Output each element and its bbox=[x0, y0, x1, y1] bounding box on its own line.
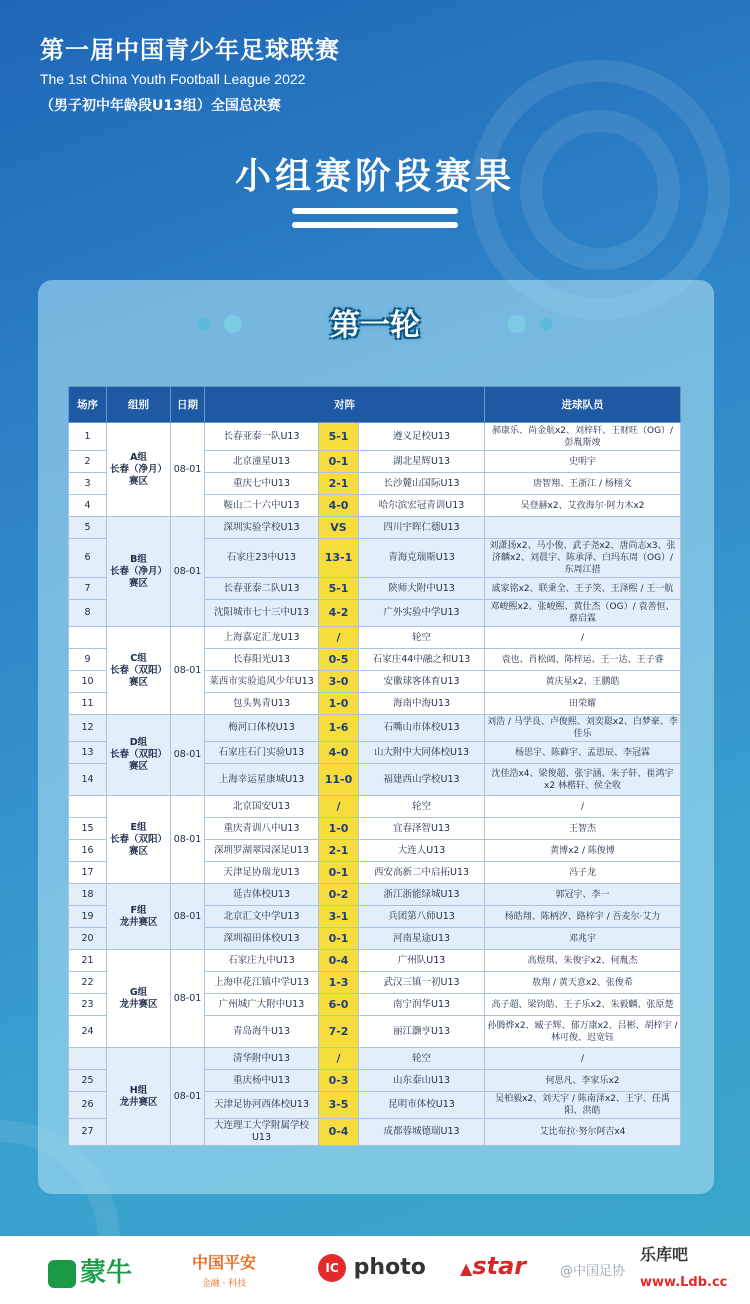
away-team: 广州队U13 bbox=[359, 950, 485, 972]
home-team: 大连理工大学附属学校U13 bbox=[205, 1119, 319, 1146]
match-no: 14 bbox=[69, 764, 107, 796]
goal-scorers: 孙腾烨x2、臧子辉、郁万康x2、吕彬、胡梓宇 / 林可俊、迟宽钰 bbox=[485, 1016, 681, 1048]
away-team: 南宁润华U13 bbox=[359, 994, 485, 1016]
match-score: / bbox=[319, 627, 359, 649]
away-team: 安徽球客体育U13 bbox=[359, 671, 485, 693]
title-underline bbox=[292, 222, 458, 228]
match-no: 9 bbox=[69, 649, 107, 671]
match-no: 4 bbox=[69, 495, 107, 517]
match-date: 08-01 bbox=[171, 950, 205, 1048]
away-team: 西安高新二中启拓U13 bbox=[359, 862, 485, 884]
match-date: 08-01 bbox=[171, 796, 205, 884]
match-date: 08-01 bbox=[171, 715, 205, 796]
away-team: 海南中海U13 bbox=[359, 693, 485, 715]
table-row bbox=[69, 423, 681, 451]
home-team: 深圳实验学校U13 bbox=[205, 517, 319, 539]
goal-scorers: 黄庆星x2、王鹏皓 bbox=[485, 671, 681, 693]
goal-scorers: 高煜琪、朱俊宇x2、何胤杰 bbox=[485, 950, 681, 972]
home-team: 鞍山二十六中U13 bbox=[205, 495, 319, 517]
away-team: 浙江浙能绿城U13 bbox=[359, 884, 485, 906]
match-score: 4-2 bbox=[319, 600, 359, 627]
group-name: C组 长春（双阳） 赛区 bbox=[107, 627, 171, 715]
title-underline bbox=[292, 208, 458, 214]
goal-scorers: 唐智翔、王浙江 / 杨栩文 bbox=[485, 473, 681, 495]
away-team: 山东泰山U13 bbox=[359, 1070, 485, 1092]
match-date: 08-01 bbox=[171, 517, 205, 627]
match-score: 4-0 bbox=[319, 742, 359, 764]
goal-scorers: 田荣耀 bbox=[485, 693, 681, 715]
sponsor-icphoto: IC photo bbox=[318, 1254, 426, 1282]
away-team: 轮空 bbox=[359, 627, 485, 649]
goal-scorers: 刘潇扬x2、马小俊、武子尧x2、唐尚志x3、张济麟x2、刘晨宇、陈承泽、白玛东周（OG）/ 东周江措 bbox=[485, 539, 681, 578]
match-no: 23 bbox=[69, 994, 107, 1016]
col-header-scorers: 进球队员 bbox=[485, 387, 681, 423]
group-name: D组 长春（双阳） 赛区 bbox=[107, 715, 171, 796]
results-table bbox=[68, 386, 681, 1146]
match-date: 08-01 bbox=[171, 627, 205, 715]
home-team: 长春亚泰二队U13 bbox=[205, 578, 319, 600]
goal-scorers: 郭冠宇、李一 bbox=[485, 884, 681, 906]
home-team: 北京国安U13 bbox=[205, 796, 319, 818]
match-no: 22 bbox=[69, 972, 107, 994]
home-team: 延吉体校U13 bbox=[205, 884, 319, 906]
goal-scorers: 吴柏毅x2、刘天宇 / 陈南泽x2、王宇、任禹阳、洪皓 bbox=[485, 1092, 681, 1119]
match-date: 08-01 bbox=[171, 1048, 205, 1146]
away-team: 长沙麓山国际U13 bbox=[359, 473, 485, 495]
group-name: H组 龙井赛区 bbox=[107, 1048, 171, 1146]
home-team: 重庆杨中U13 bbox=[205, 1070, 319, 1092]
col-header-match: 对阵 bbox=[205, 387, 485, 423]
home-team: 长春阳光U13 bbox=[205, 649, 319, 671]
goal-scorers: / bbox=[485, 1048, 681, 1070]
match-no: 3 bbox=[69, 473, 107, 495]
sponsor-pingan: 中国平安 金融 · 科技 bbox=[192, 1253, 257, 1289]
home-team: 长春亚泰一队U13 bbox=[205, 423, 319, 451]
weibo-watermark: @中国足协 bbox=[560, 1264, 626, 1279]
home-team: 石家庄九中U13 bbox=[205, 950, 319, 972]
home-team: 上海幸运星康城U13 bbox=[205, 764, 319, 796]
goal-scorers: 沈佳浩x4、梁俊超、张宇涵、朱子轩、崔鸿宇x2 林楷轩、侯全收 bbox=[485, 764, 681, 796]
match-score: 1-0 bbox=[319, 818, 359, 840]
table-row bbox=[69, 627, 681, 649]
match-score: 0-2 bbox=[319, 884, 359, 906]
home-team: 包头隽青U13 bbox=[205, 693, 319, 715]
table-row bbox=[69, 517, 681, 539]
match-score: 0-1 bbox=[319, 862, 359, 884]
goal-scorers: 杨思宇、陈藓宇、孟思辰、李冠霖 bbox=[485, 742, 681, 764]
league-title: 第一届中国青少年足球联赛 bbox=[40, 36, 340, 64]
match-no: 17 bbox=[69, 862, 107, 884]
goal-scorers: 史明宇 bbox=[485, 451, 681, 473]
match-score: 1-3 bbox=[319, 972, 359, 994]
home-team: 广州城广大附中U13 bbox=[205, 994, 319, 1016]
away-team: 石家庄44中融之和U13 bbox=[359, 649, 485, 671]
site-watermark: 乐库吧 www.Ldb.cc bbox=[640, 1245, 728, 1290]
match-no: 24 bbox=[69, 1016, 107, 1048]
match-no: 2 bbox=[69, 451, 107, 473]
table-row bbox=[69, 715, 681, 742]
goal-scorers: / bbox=[485, 627, 681, 649]
table-row bbox=[69, 796, 681, 818]
match-no: 11 bbox=[69, 693, 107, 715]
home-team: 石家庄23中U13 bbox=[205, 539, 319, 578]
home-team: 梅河口体校U13 bbox=[205, 715, 319, 742]
goal-scorers: 何思凡、李家乐x2 bbox=[485, 1070, 681, 1092]
match-score: 13-1 bbox=[319, 539, 359, 578]
table-row bbox=[69, 1048, 681, 1070]
match-no: 15 bbox=[69, 818, 107, 840]
away-team: 哈尔滨宏冠青训U13 bbox=[359, 495, 485, 517]
match-score: 1-0 bbox=[319, 693, 359, 715]
home-team: 深圳福田体校U13 bbox=[205, 928, 319, 950]
away-team: 广外实验中学U13 bbox=[359, 600, 485, 627]
match-score: 0-4 bbox=[319, 950, 359, 972]
col-header-no: 场序 bbox=[69, 387, 107, 423]
goal-scorers: 郝康乐、尚金航x2、刘梓轩、王财旺（OG）/ 彭胤斯竣 bbox=[485, 423, 681, 451]
goal-scorers: 戚家铭x2、联秉全、王子笑、王泽熙 / 王一航 bbox=[485, 578, 681, 600]
home-team: 石家庄石门实验U13 bbox=[205, 742, 319, 764]
goal-scorers: 袁也、肖松阔、陈梓运、王一达、王子睿 bbox=[485, 649, 681, 671]
match-score: 2-1 bbox=[319, 840, 359, 862]
match-score: 5-1 bbox=[319, 578, 359, 600]
goal-scorers: 高子超、梁钧皓、王子乐x2、朱毅麟、张原楚 bbox=[485, 994, 681, 1016]
group-name: A组 长春（净月） 赛区 bbox=[107, 423, 171, 517]
goal-scorers: 刘浩 / 马学良、卢俊熙、刘奕聪x2、白梦豪、李佳乐 bbox=[485, 715, 681, 742]
home-team: 天津足协河西体校U13 bbox=[205, 1092, 319, 1119]
page-title: 小组赛阶段赛果 bbox=[234, 156, 515, 197]
goal-scorers bbox=[485, 517, 681, 539]
away-team: 石嘴山市体校U13 bbox=[359, 715, 485, 742]
group-name: F组 龙井赛区 bbox=[107, 884, 171, 950]
away-team: 四川宇晖仁德U13 bbox=[359, 517, 485, 539]
match-score: 2-1 bbox=[319, 473, 359, 495]
home-team: 重庆七中U13 bbox=[205, 473, 319, 495]
home-team: 清华附中U13 bbox=[205, 1048, 319, 1070]
match-no: 27 bbox=[69, 1119, 107, 1146]
col-header-group: 组别 bbox=[107, 387, 171, 423]
home-team: 上海嘉定汇龙U13 bbox=[205, 627, 319, 649]
home-team: 天津足协瑞龙U13 bbox=[205, 862, 319, 884]
icphoto-logo-icon: IC bbox=[318, 1254, 346, 1282]
match-score: 1-6 bbox=[319, 715, 359, 742]
away-team: 青海克瑞斯U13 bbox=[359, 539, 485, 578]
match-no: 19 bbox=[69, 906, 107, 928]
match-no: 21 bbox=[69, 950, 107, 972]
home-team: 北京潼星U13 bbox=[205, 451, 319, 473]
away-team: 丽江灏亨U13 bbox=[359, 1016, 485, 1048]
match-score: 0-4 bbox=[319, 1119, 359, 1146]
match-score: 6-0 bbox=[319, 994, 359, 1016]
away-team: 山大附中大同体校U13 bbox=[359, 742, 485, 764]
match-no: 8 bbox=[69, 600, 107, 627]
sponsor-mengniu: 蒙牛 bbox=[48, 1252, 132, 1289]
away-team: 昆明市体校U13 bbox=[359, 1092, 485, 1119]
goal-scorers: 黄博x2 / 陈俊博 bbox=[485, 840, 681, 862]
away-team: 遵义足校U13 bbox=[359, 423, 485, 451]
match-score: / bbox=[319, 796, 359, 818]
mengniu-logo-icon bbox=[48, 1260, 76, 1288]
away-team: 武汉三镇一初U13 bbox=[359, 972, 485, 994]
match-score: 5-1 bbox=[319, 423, 359, 451]
match-no: 20 bbox=[69, 928, 107, 950]
match-score: 11-0 bbox=[319, 764, 359, 796]
goal-scorers: 邓峻熙x2、张峻熙、黄仕杰（OG）/ 袁善恒、蔡启霖 bbox=[485, 600, 681, 627]
match-no bbox=[69, 1048, 107, 1070]
match-no: 25 bbox=[69, 1070, 107, 1092]
away-team: 宜春泽智U13 bbox=[359, 818, 485, 840]
match-no: 26 bbox=[69, 1092, 107, 1119]
home-team: 沈阳城市七十三中U13 bbox=[205, 600, 319, 627]
sponsor-star: ▲star bbox=[460, 1252, 527, 1280]
home-team: 深圳罗湖翠园深足U13 bbox=[205, 840, 319, 862]
match-no: 6 bbox=[69, 539, 107, 578]
match-no: 18 bbox=[69, 884, 107, 906]
match-no: 5 bbox=[69, 517, 107, 539]
match-score: 0-3 bbox=[319, 1070, 359, 1092]
goal-scorers: / bbox=[485, 796, 681, 818]
match-no: 13 bbox=[69, 742, 107, 764]
away-team: 兵团第八师U13 bbox=[359, 906, 485, 928]
match-score: 4-0 bbox=[319, 495, 359, 517]
away-team: 福建西山学校U13 bbox=[359, 764, 485, 796]
match-score: 3-1 bbox=[319, 906, 359, 928]
match-no: 10 bbox=[69, 671, 107, 693]
table-row bbox=[69, 950, 681, 972]
col-header-date: 日期 bbox=[171, 387, 205, 423]
goal-scorers: 敖翔 / 黄天意x2、张俊希 bbox=[485, 972, 681, 994]
home-team: 莱西市实验追风少年U13 bbox=[205, 671, 319, 693]
match-no: 16 bbox=[69, 840, 107, 862]
away-team: 河南星途U13 bbox=[359, 928, 485, 950]
match-score: 3-5 bbox=[319, 1092, 359, 1119]
away-team: 大连人U13 bbox=[359, 840, 485, 862]
match-score: / bbox=[319, 1048, 359, 1070]
header bbox=[40, 30, 340, 115]
goal-scorers: 邓兆宇 bbox=[485, 928, 681, 950]
match-no: 7 bbox=[69, 578, 107, 600]
match-date: 08-01 bbox=[171, 884, 205, 950]
away-team: 轮空 bbox=[359, 1048, 485, 1070]
round-title: 第一轮 bbox=[330, 308, 420, 343]
sponsor-bar bbox=[0, 1236, 750, 1304]
match-no: 12 bbox=[69, 715, 107, 742]
group-name: E组 长春（双阳） 赛区 bbox=[107, 796, 171, 884]
table-row bbox=[69, 884, 681, 906]
group-name: B组 长春（净月） 赛区 bbox=[107, 517, 171, 627]
away-team: 陕师大附中U13 bbox=[359, 578, 485, 600]
league-subtitle: The 1st China Youth Football League 2022 bbox=[40, 71, 306, 87]
match-no: 1 bbox=[69, 423, 107, 451]
away-team: 湖北星辉U13 bbox=[359, 451, 485, 473]
goal-scorers: 王智杰 bbox=[485, 818, 681, 840]
home-team: 北京汇文中学U13 bbox=[205, 906, 319, 928]
table-header-row bbox=[69, 387, 681, 423]
home-team: 上海申花江镇中学U13 bbox=[205, 972, 319, 994]
match-date: 08-01 bbox=[171, 423, 205, 517]
match-score: 7-2 bbox=[319, 1016, 359, 1048]
goal-scorers: 艾比布拉·努尔阿吉x4 bbox=[485, 1119, 681, 1146]
home-team: 青岛海牛U13 bbox=[205, 1016, 319, 1048]
match-score: VS bbox=[319, 517, 359, 539]
away-team: 成都蓉城德瑞U13 bbox=[359, 1119, 485, 1146]
match-score: 3-0 bbox=[319, 671, 359, 693]
match-score: 0-5 bbox=[319, 649, 359, 671]
league-category: （男子初中年龄段U13组）全国总决赛 bbox=[40, 98, 281, 114]
match-score: 0-1 bbox=[319, 928, 359, 950]
away-team: 轮空 bbox=[359, 796, 485, 818]
match-score: 0-1 bbox=[319, 451, 359, 473]
goal-scorers: 杨皓翔、陈柄汐、路梓宇 / 吾麦尔·艾力 bbox=[485, 906, 681, 928]
match-no bbox=[69, 627, 107, 649]
star-logo-icon: ▲ bbox=[460, 1259, 473, 1278]
goal-scorers: 冯子龙 bbox=[485, 862, 681, 884]
group-name: G组 龙井赛区 bbox=[107, 950, 171, 1048]
match-no bbox=[69, 796, 107, 818]
goal-scorers: 吴登赫x2、艾孜海尔·阿力木x2 bbox=[485, 495, 681, 517]
home-team: 重庆青训八中U13 bbox=[205, 818, 319, 840]
